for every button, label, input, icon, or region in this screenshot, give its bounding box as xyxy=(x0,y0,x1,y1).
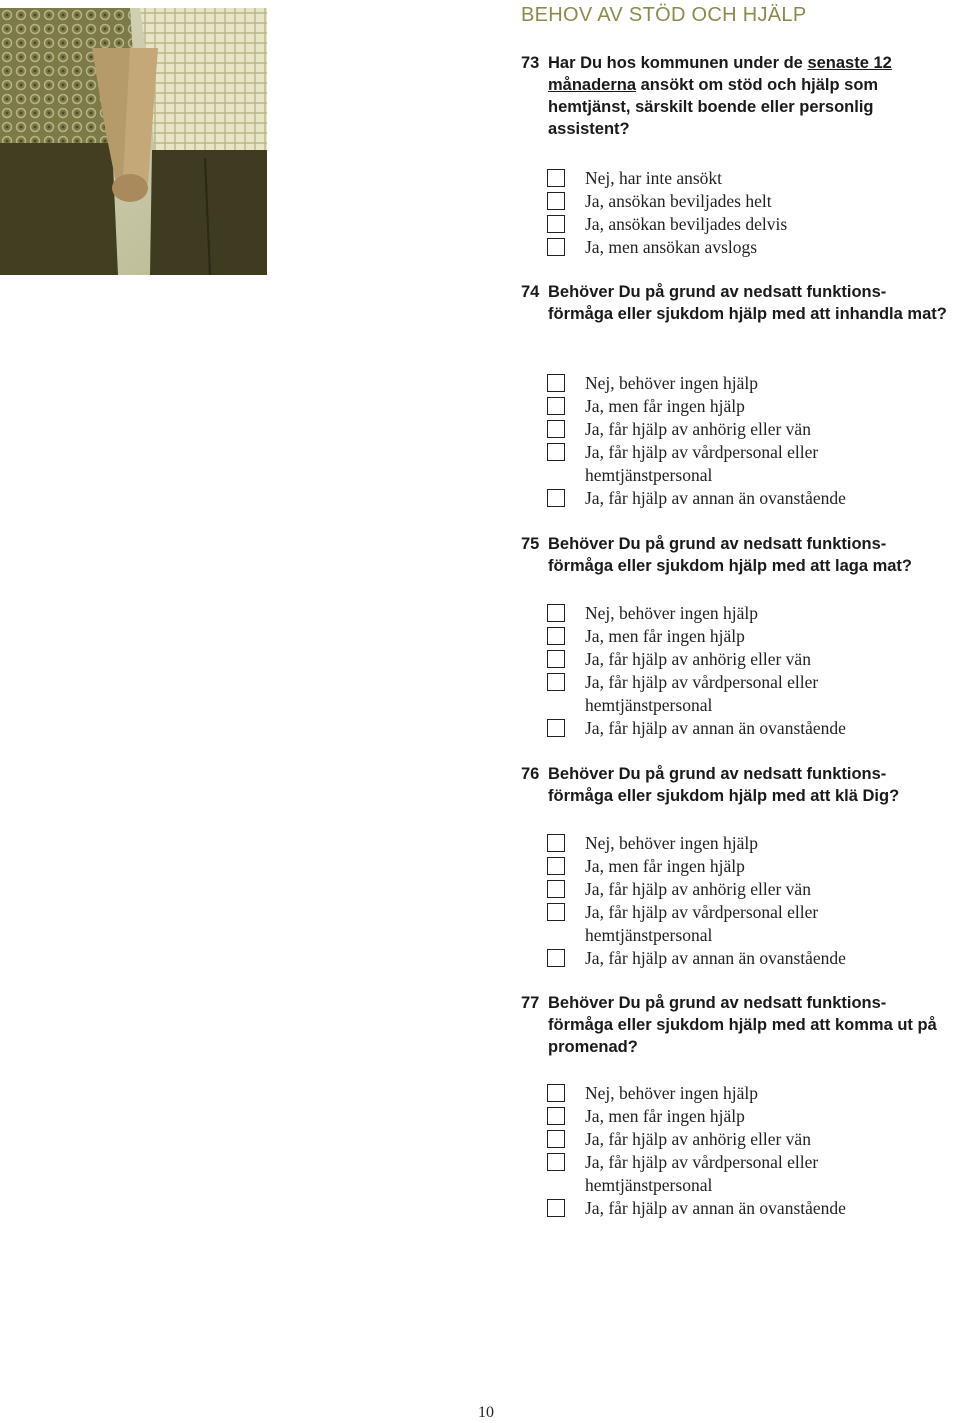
option[interactable] xyxy=(547,213,947,236)
checkbox[interactable] xyxy=(547,673,565,691)
checkbox[interactable] xyxy=(547,949,565,967)
option-label: Ja, får hjälp av vårdpersonal eller hemtjänstpersonal xyxy=(585,1152,819,1195)
question-text xyxy=(548,52,951,140)
question-number: 77 xyxy=(521,994,540,1012)
option[interactable] xyxy=(547,901,847,947)
checkbox[interactable] xyxy=(547,238,565,256)
options-76 xyxy=(547,832,947,970)
option-label: Ja, får hjälp av vårdpersonal eller hemtjänstpersonal xyxy=(585,672,819,715)
checkbox[interactable] xyxy=(547,169,565,187)
option[interactable] xyxy=(547,717,947,740)
option-label: Ja, ansökan beviljades delvis xyxy=(585,214,788,234)
options-74 xyxy=(547,372,947,510)
option[interactable] xyxy=(547,671,847,717)
option[interactable] xyxy=(547,1082,947,1105)
option-label: Ja, får hjälp av vårdpersonal eller hemtjänstpersonal xyxy=(585,902,819,945)
checkbox[interactable] xyxy=(547,627,565,645)
question-text: Behöver Du på grund av nedsatt funktions-förmåga eller sjukdom hjälp med att laga mat? xyxy=(548,535,913,575)
option[interactable] xyxy=(547,855,947,878)
option-label: Nej, har inte ansökt xyxy=(585,168,723,188)
checkbox[interactable] xyxy=(547,1130,565,1148)
option[interactable] xyxy=(547,167,947,190)
question-74 xyxy=(521,281,951,325)
option-label: Ja, får hjälp av annan än ovanstående xyxy=(585,718,846,738)
option-label: Ja, får hjälp av annan än ovanstående xyxy=(585,1198,846,1218)
option[interactable] xyxy=(547,625,947,648)
option-label: Ja, ansökan beviljades helt xyxy=(585,191,772,211)
question-text: Behöver Du på grund av nedsatt funktions-förmåga eller sjukdom hjälp med att klä Dig? xyxy=(548,765,900,805)
option[interactable] xyxy=(547,236,947,259)
option-label: Ja, får hjälp av annan än ovanstående xyxy=(585,948,846,968)
option[interactable] xyxy=(547,1197,947,1220)
question-75 xyxy=(521,533,951,577)
option-label: Ja, får hjälp av anhörig eller vän xyxy=(585,1129,811,1149)
question-text-part: ansökt om stöd och hjälp som hemtjänst, särskilt boende eller personlig assistent? xyxy=(548,76,879,138)
question-number: 74 xyxy=(521,283,540,301)
page-number: 10 xyxy=(478,1404,494,1421)
option[interactable] xyxy=(547,947,947,970)
option[interactable] xyxy=(547,487,947,510)
option-label: Ja, får hjälp av vårdpersonal eller hemtjänstpersonal xyxy=(585,442,819,485)
option-label: Ja, men får ingen hjälp xyxy=(585,396,745,416)
option-label: Ja, får hjälp av annan än ovanstående xyxy=(585,488,846,508)
checkbox[interactable] xyxy=(547,192,565,210)
options-77 xyxy=(547,1082,947,1220)
checkbox[interactable] xyxy=(547,604,565,622)
question-number: 75 xyxy=(521,535,540,553)
checkbox[interactable] xyxy=(547,880,565,898)
checkbox[interactable] xyxy=(547,397,565,415)
question-text: Behöver Du på grund av nedsatt funktions-förmåga eller sjukdom hjälp med att komma ut på promenad? xyxy=(548,994,937,1056)
option[interactable] xyxy=(547,878,947,901)
option-label: Nej, behöver ingen hjälp xyxy=(585,373,759,393)
option-label: Ja, får hjälp av anhörig eller vän xyxy=(585,649,811,669)
option[interactable] xyxy=(547,190,947,213)
checkbox[interactable] xyxy=(547,1199,565,1217)
option[interactable] xyxy=(547,1105,947,1128)
option-label: Ja, men får ingen hjälp xyxy=(585,856,745,876)
question-text-underlined: senaste 12 månaderna xyxy=(548,54,892,94)
checkbox[interactable] xyxy=(547,834,565,852)
checkbox[interactable] xyxy=(547,1084,565,1102)
checkbox[interactable] xyxy=(547,719,565,737)
photo-hands-image xyxy=(0,8,267,275)
checkbox[interactable] xyxy=(547,443,565,461)
option-label: Ja, får hjälp av anhörig eller vän xyxy=(585,879,811,899)
options-73 xyxy=(547,167,947,259)
checkbox[interactable] xyxy=(547,489,565,507)
option-label: Ja, men ansökan avslogs xyxy=(585,237,758,257)
option[interactable] xyxy=(547,832,947,855)
checkbox[interactable] xyxy=(547,650,565,668)
question-text: Behöver Du på grund av nedsatt funktions-förmåga eller sjukdom hjälp med att inhandla mat? xyxy=(548,283,947,323)
checkbox[interactable] xyxy=(547,374,565,392)
option-label: Ja, men får ingen hjälp xyxy=(585,626,745,646)
option[interactable] xyxy=(547,372,947,395)
option-label: Nej, behöver ingen hjälp xyxy=(585,603,759,623)
option-label: Nej, behöver ingen hjälp xyxy=(585,833,759,853)
question-text-part: Har Du hos kommunen under de xyxy=(548,54,808,72)
option[interactable] xyxy=(547,1128,947,1151)
checkbox[interactable] xyxy=(547,215,565,233)
checkbox[interactable] xyxy=(547,1153,565,1171)
option[interactable] xyxy=(547,648,947,671)
checkbox[interactable] xyxy=(547,857,565,875)
checkbox[interactable] xyxy=(547,903,565,921)
option[interactable] xyxy=(547,418,947,441)
option[interactable] xyxy=(547,1151,847,1197)
checkbox[interactable] xyxy=(547,1107,565,1125)
question-73 xyxy=(521,52,951,140)
option-label: Ja, men får ingen hjälp xyxy=(585,1106,745,1126)
option-label: Ja, får hjälp av anhörig eller vän xyxy=(585,419,811,439)
question-number: 73 xyxy=(521,54,540,72)
question-77 xyxy=(521,992,951,1058)
section-title: BEHOV AV STÖD OCH HJÄLP xyxy=(521,4,807,26)
question-number: 76 xyxy=(521,765,540,783)
option[interactable] xyxy=(547,602,947,625)
option[interactable] xyxy=(547,441,847,487)
question-76 xyxy=(521,763,951,807)
options-75 xyxy=(547,602,947,740)
option[interactable] xyxy=(547,395,947,418)
checkbox[interactable] xyxy=(547,420,565,438)
option-label: Nej, behöver ingen hjälp xyxy=(585,1083,759,1103)
